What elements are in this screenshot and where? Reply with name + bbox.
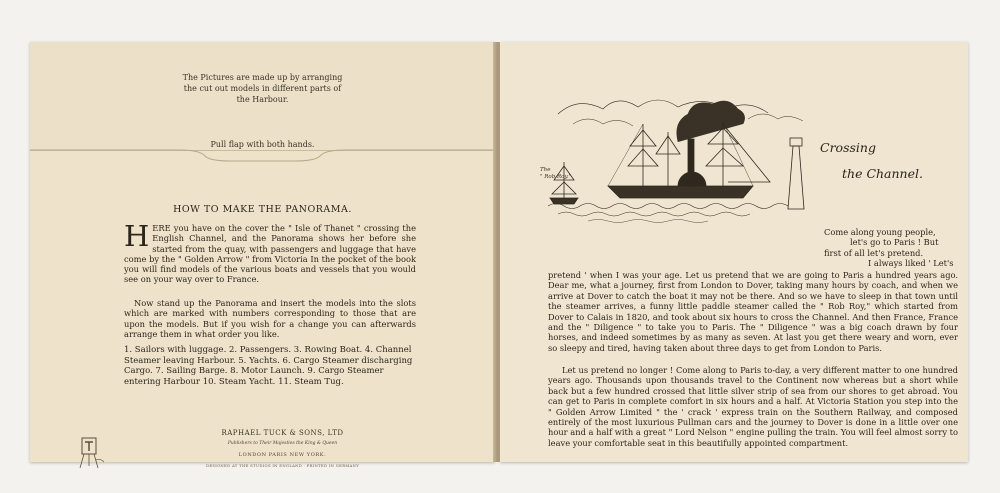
tuck-easel-logo-icon bbox=[78, 434, 108, 474]
intro-text: ERE you have on the cover the " Isle of Thanet " crossing the English Channel, and the Panorama shows her before she started from the quay, with passengers and luggage that have come by the " Golden Arrow " from Victoria In the pocket of the book you will find models of the various boats and vessels that you would see on your way over to France. bbox=[124, 223, 416, 285]
chapter-title: Crossing the Channel. bbox=[820, 140, 923, 181]
printing-note: DESIGNED AT THE STUDIOS IN ENGLAND · PRINTED IN GERMANY bbox=[205, 463, 360, 468]
ship-caption: The " Rob Roy." bbox=[540, 167, 572, 180]
flap-pull-text: Pull flap with both hands. bbox=[210, 140, 315, 149]
royal-warrant: Publishers to Their Majesties the King & Queen bbox=[227, 441, 338, 446]
rob-roy-steamer-illustration bbox=[548, 94, 818, 224]
intro-paragraph bbox=[124, 219, 416, 285]
instructions-paragraph: Now stand up the Panorama and insert the models into the slots which are marked with numbers corresponding to those that are upon the models. But if you wish for a change you can afterwards arrange them in what order you like. bbox=[124, 298, 416, 339]
flap-instructions: The Pictures are made up by arranging the cut out models in different parts of the Harbour. bbox=[182, 73, 343, 104]
story-line-4: I always liked ' Let's bbox=[868, 258, 954, 268]
story-line-2: let's go to Paris ! But bbox=[850, 237, 939, 247]
models-list: 1. Sailors with luggage. 2. Passengers. 3. Rowing Boat. 4. Channel Steamer leaving Harbour. 5. Yachts. 6. Cargo Steamer discharging Cargo. 7. Sailing Barge. 8. Motor Launch. 9. Cargo Steamer entering Harbour 10. Steam Yacht. 11. Steam Tug. bbox=[124, 345, 413, 387]
story-paragraph-1: pretend ' when I was your age. Let us pretend that we are going to Paris a hundred years ago. Dear me, what a journey, first from London to Dover, taking many hours by coach, and when we arrive at Dover to catch the boat it may not be there. And so we have to sleep in that town until the steamer arrives, a funny little paddle steamer called the " Rob Roy," which started from Dover to Calais in 1820, and took about six hours to cross the Channel. And then France, France and the " Diligence " to take you to Paris. The " Diligence " was a big coach drawn by four horses, and indeed sometimes by as many as seven. At last you get there weary and worn, ever so sleepy and tired, having taken about three days to get from London to Paris. bbox=[548, 270, 958, 353]
flap-edge bbox=[30, 142, 495, 162]
drop-cap: H bbox=[124, 219, 150, 253]
story-paragraph-2: Let us pretend no longer ! Come along to Paris to-day, a very different matter to one hundred years ago. Thousands upon thousands travel to the Continent now whereas but a short while back but a few hundred crossed that little silver strip of sea from our shores to get abroad. You can get to Paris in complete comfort in six hours and a half. At Victoria Station you step into the " Golden Arrow Limited " the ' crack ' express train on the Southern Railway, and composed entirely of the most luxurious Pullman cars and the journey to Dover is done in a little over one hour and a half with a great " Lord Nelson " engine pulling the train. You will feel almost sorry to leave your comfortable seat in this beautifully appointed compartment. bbox=[548, 365, 958, 448]
publisher-cities: LONDON PARIS NEW YORK. bbox=[238, 452, 327, 458]
left-page bbox=[30, 42, 495, 468]
publisher-name: RAPHAEL TUCK & SONS, LTD bbox=[221, 429, 344, 437]
right-page bbox=[500, 42, 968, 462]
howto-title: HOW TO MAKE THE PANORAMA. bbox=[173, 204, 352, 215]
story-line-3: first of all let's pretend. bbox=[824, 248, 924, 258]
pocket-flap[interactable] bbox=[30, 42, 495, 151]
story-line-1: Come along young people, bbox=[824, 227, 936, 237]
